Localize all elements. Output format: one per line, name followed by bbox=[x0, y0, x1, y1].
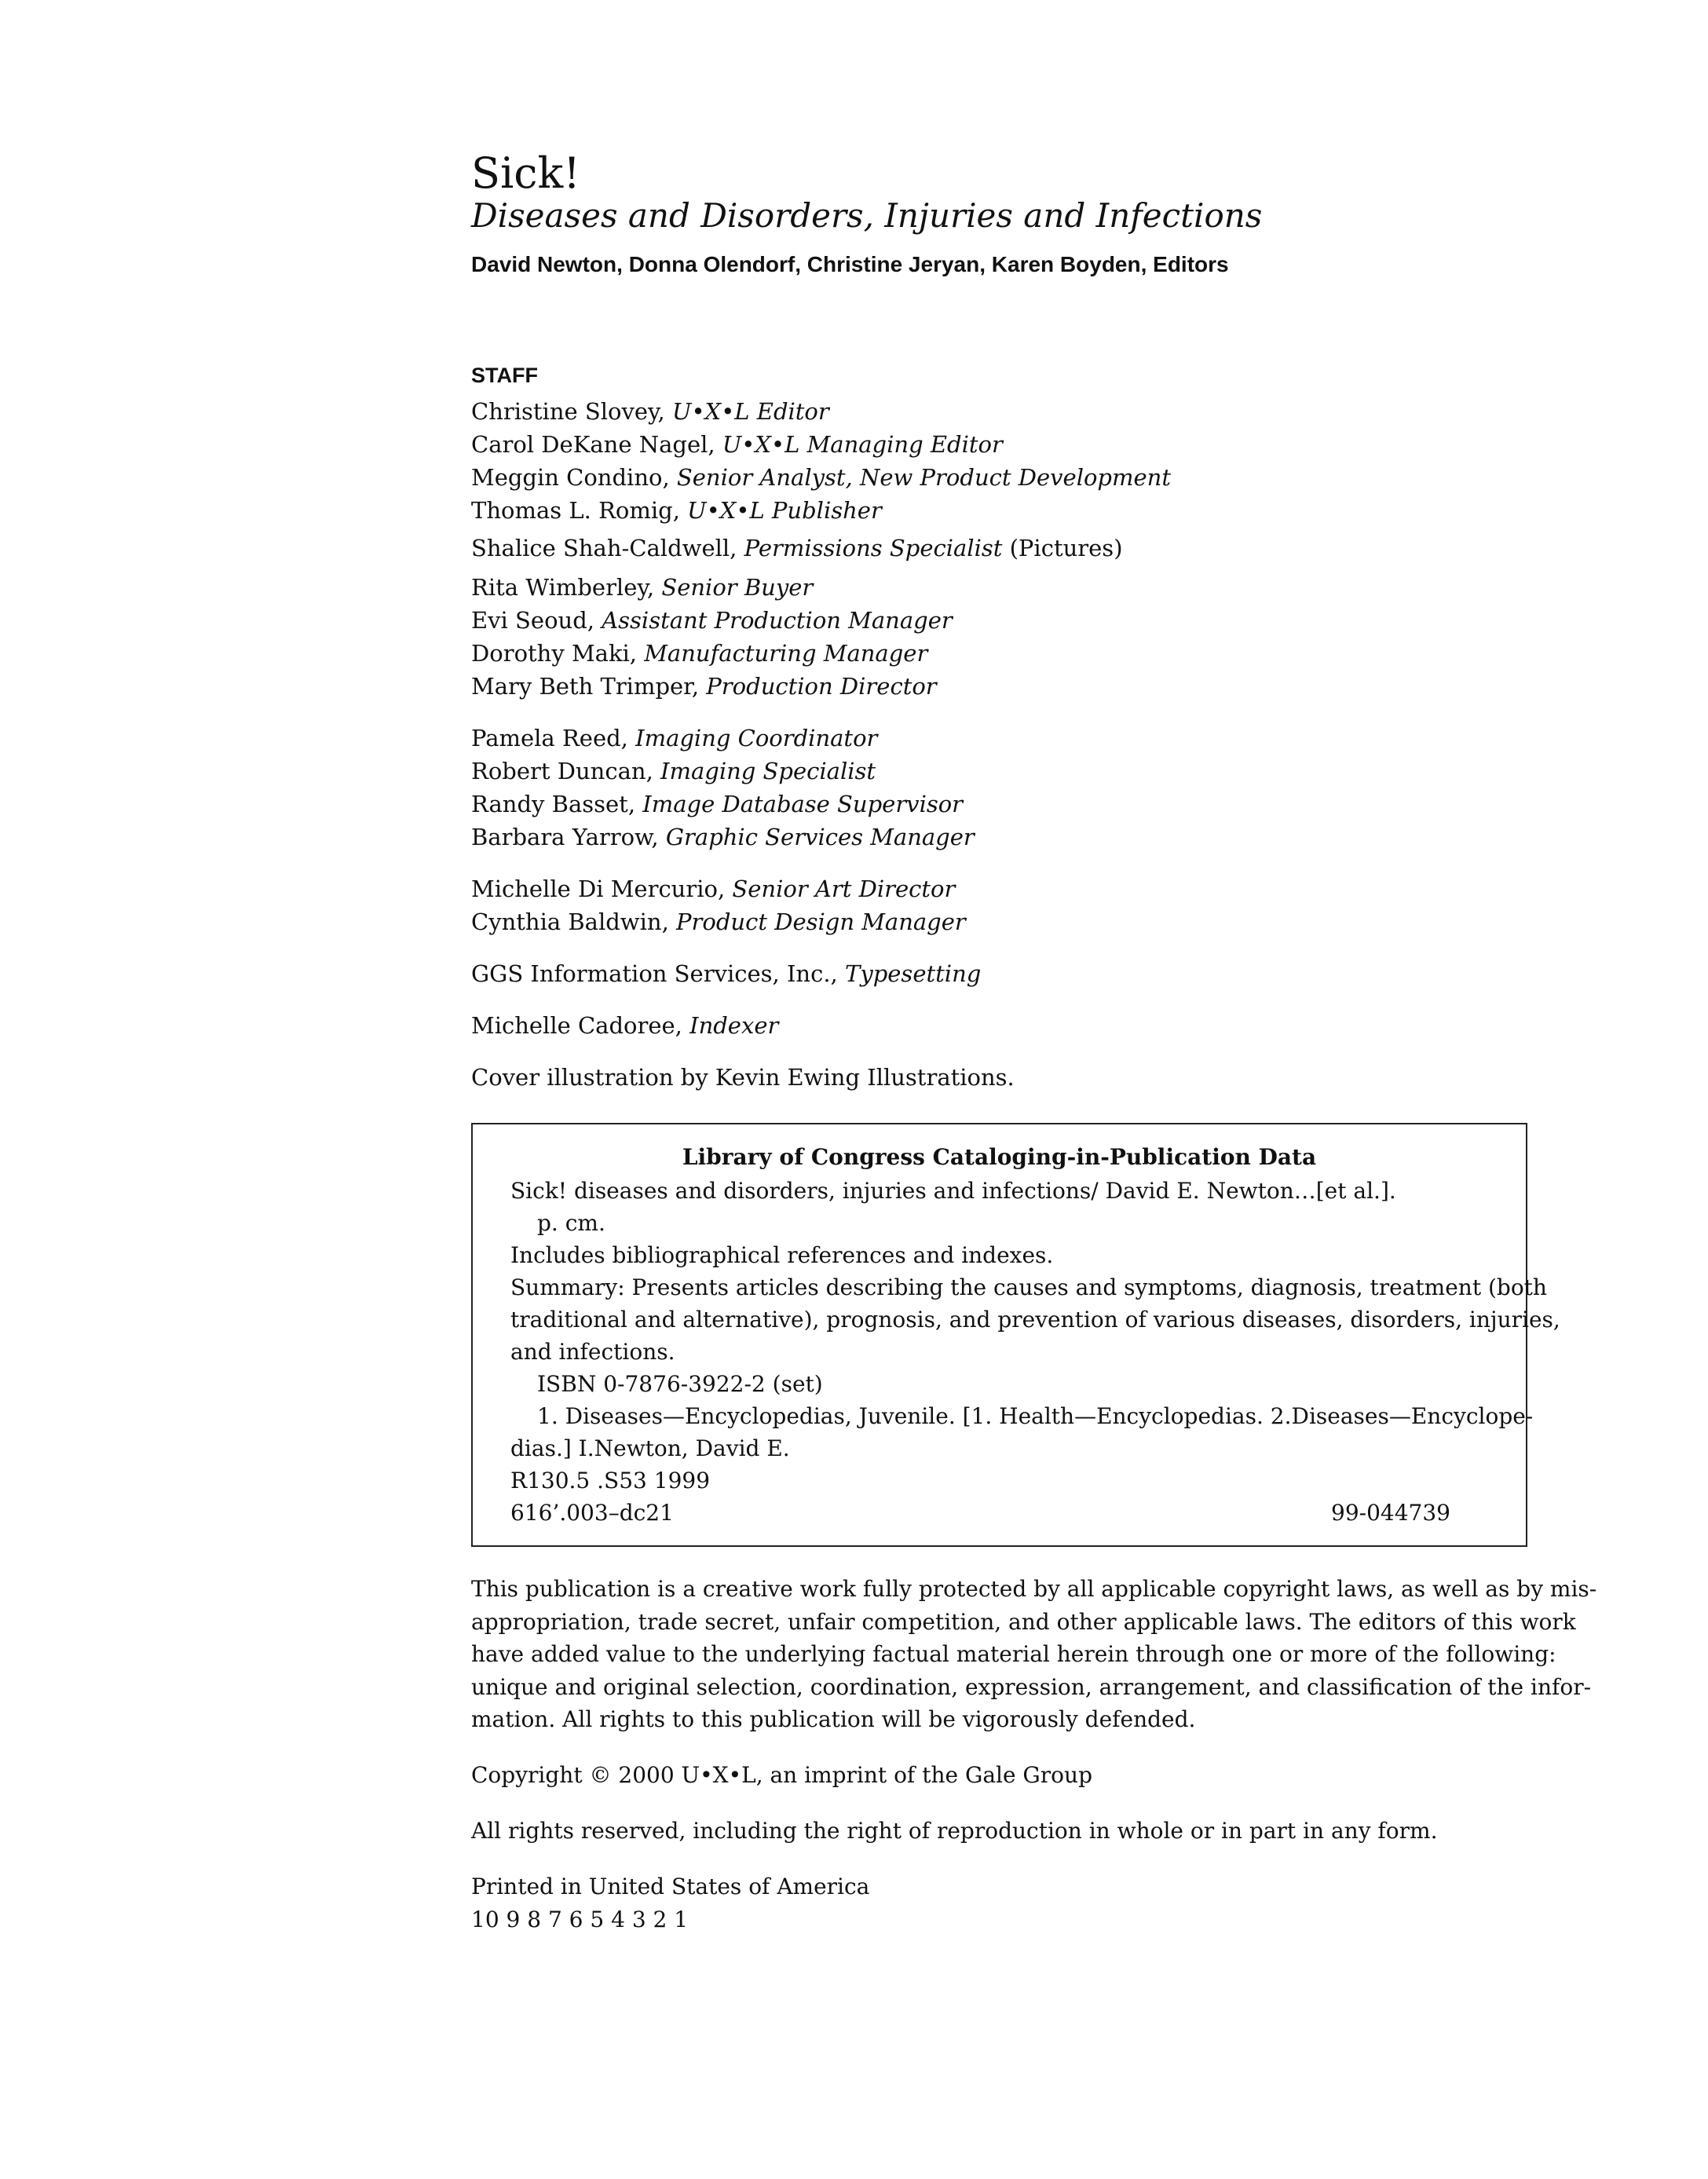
staff-role: Production Director bbox=[706, 673, 937, 700]
cip-notes: Includes bibliographical references and indexes. bbox=[510, 1242, 1054, 1268]
staff-role: Senior Art Director bbox=[732, 876, 956, 902]
staff-member bbox=[471, 788, 963, 820]
staff-member bbox=[471, 495, 882, 526]
cip-subjects: 1. Diseases—Encyclopedias, Juvenile. [1. Health—Encyclopedias. 2.Diseases—Encyclope- bbox=[537, 1403, 1534, 1429]
staff-member bbox=[471, 429, 1003, 460]
staff-name: Michelle Di Mercurio, bbox=[471, 876, 733, 902]
staff-name: Meggin Condino, bbox=[471, 464, 677, 491]
staff-name: Evi Seoud, bbox=[471, 607, 602, 634]
printing-line: 10 9 8 7 6 5 4 3 2 1 bbox=[471, 1907, 689, 1932]
staff-member bbox=[471, 873, 955, 905]
staff-name: Thomas L. Romig, bbox=[471, 497, 688, 524]
cip-isbn: ISBN 0-7876-3922-2 (set) bbox=[537, 1371, 823, 1397]
staff-heading: STAFF bbox=[471, 364, 538, 387]
staff-name: Dorothy Maki, bbox=[471, 640, 645, 667]
cip-summary: and infections. bbox=[510, 1339, 675, 1365]
staff-role: Imaging Specialist bbox=[660, 758, 876, 784]
staff-member bbox=[471, 532, 1123, 564]
staff-role: U•X•L Publisher bbox=[687, 497, 882, 524]
cip-data-box bbox=[471, 1123, 1560, 1547]
staff-role: Typesetting bbox=[844, 960, 982, 987]
cip-entry: Sick! diseases and disorders, injuries and infections/ David E. Newton…[et al.]. bbox=[510, 1178, 1396, 1204]
cip-classification-row bbox=[510, 1497, 1488, 1529]
printed-in-line: Printed in United States of America bbox=[471, 1874, 870, 1899]
cip-dewey: 616’.003–dc21 bbox=[510, 1500, 674, 1526]
cip-physical: p. cm. bbox=[537, 1210, 605, 1236]
staff-name: Carol DeKane Nagel, bbox=[471, 431, 722, 458]
paragraph-line: This publication is a creative work fully protected by all applicable copyright laws, as well as by mis- bbox=[471, 1576, 1597, 1602]
staff-name: Christine Slovey, bbox=[471, 398, 672, 425]
staff-name: Michelle Cadoree, bbox=[471, 1012, 690, 1039]
paragraph-line: unique and original selection, coordination, expression, arrangement, and classification of the infor- bbox=[471, 1673, 1592, 1700]
paragraph-line: have added value to the underlying factual material herein through one or more of the following: bbox=[471, 1641, 1556, 1667]
cip-call-number: R130.5 .S53 1999 bbox=[510, 1468, 711, 1493]
editors-line: David Newton, Donna Olendorf, Christine Jeryan, Karen Boyden, Editors bbox=[471, 252, 1229, 276]
staff-member bbox=[471, 906, 966, 938]
staff-role: U•X•L Editor bbox=[672, 398, 829, 425]
staff-role: Senior Buyer bbox=[661, 574, 814, 601]
cip-subjects: dias.] I.Newton, David E. bbox=[510, 1435, 790, 1461]
paragraph-line: mation. All rights to this publication will be vigorously defended. bbox=[471, 1706, 1196, 1732]
rights-paragraph bbox=[471, 1573, 1597, 1736]
staff-member bbox=[471, 1010, 778, 1041]
staff-member bbox=[471, 396, 829, 427]
staff-role-extra: (Pictures) bbox=[1002, 535, 1123, 561]
cip-summary: traditional and alternative), prognosis, and prevention of various diseases, disorders, injuries, bbox=[510, 1307, 1560, 1333]
staff-member bbox=[471, 722, 877, 754]
staff-member bbox=[471, 671, 937, 702]
staff-role: Graphic Services Manager bbox=[665, 824, 975, 850]
staff-member bbox=[471, 755, 876, 787]
staff-role: U•X•L Managing Editor bbox=[722, 431, 1003, 458]
staff-role: Image Database Supervisor bbox=[642, 791, 964, 817]
staff-name: Randy Basset, bbox=[471, 791, 643, 817]
cip-summary: Summary: Presents articles describing the causes and symptoms, diagnosis, treatment (both bbox=[510, 1274, 1547, 1300]
staff-name: Barbara Yarrow, bbox=[471, 824, 666, 850]
staff-member bbox=[471, 958, 981, 989]
staff-member bbox=[471, 638, 927, 669]
staff-role: Permissions Specialist bbox=[744, 535, 1003, 561]
cip-title: Library of Congress Cataloging-in-Publication Data bbox=[682, 1144, 1317, 1170]
rights-reserved-line: All rights reserved, including the right of reproduction in whole or in part in any form. bbox=[471, 1818, 1438, 1844]
book-title: Sick! bbox=[471, 148, 580, 198]
staff-member bbox=[471, 821, 975, 853]
staff-role: Assistant Production Manager bbox=[602, 607, 953, 634]
staff-member bbox=[471, 462, 1171, 493]
copyright-line: Copyright © 2000 U•X•L, an imprint of the Gale Group bbox=[471, 1762, 1092, 1788]
staff-role: Senior Analyst, New Product Development bbox=[676, 464, 1171, 491]
staff-member bbox=[471, 572, 813, 603]
staff-name: Pamela Reed, bbox=[471, 725, 636, 751]
staff-role: Imaging Coordinator bbox=[635, 725, 878, 751]
staff-name: Robert Duncan, bbox=[471, 758, 661, 784]
staff-name: Shalice Shah-Caldwell, bbox=[471, 535, 744, 561]
staff-role: Indexer bbox=[689, 1012, 779, 1039]
staff-role: Manufacturing Manager bbox=[644, 640, 928, 667]
cip-lccn: 99-044739 bbox=[1331, 1500, 1450, 1526]
book-subtitle: Diseases and Disorders, Injuries and Infections bbox=[471, 196, 1263, 235]
staff-name: Cynthia Baldwin, bbox=[471, 909, 677, 935]
staff-name: Rita Wimberley, bbox=[471, 574, 662, 601]
staff-name: GGS Information Services, Inc., bbox=[471, 960, 845, 987]
paragraph-line: appropriation, trade secret, unfair competition, and other applicable laws. The editors of this work bbox=[471, 1608, 1576, 1635]
staff-name: Mary Beth Trimper, bbox=[471, 673, 707, 700]
staff-role: Product Design Manager bbox=[676, 909, 966, 935]
staff-member bbox=[471, 605, 953, 636]
cover-credit: Cover illustration by Kevin Ewing Illustrations. bbox=[471, 1064, 1015, 1091]
